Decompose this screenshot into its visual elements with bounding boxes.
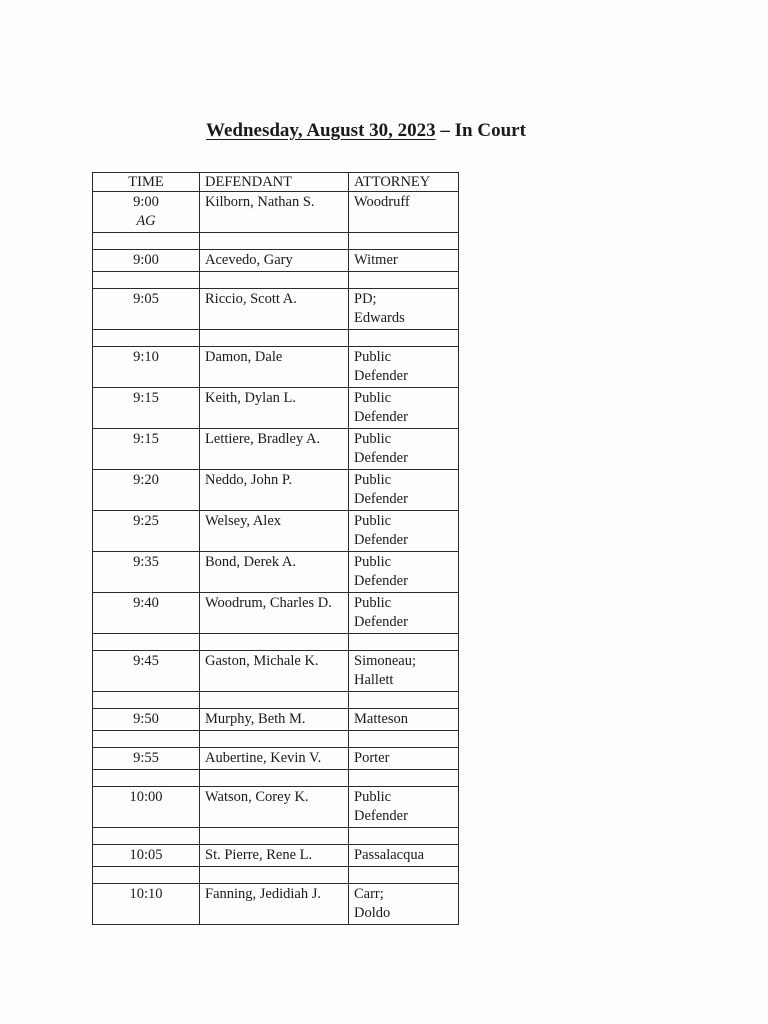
attorney-line: Public <box>354 789 392 805</box>
attorney-line: Woodruff <box>354 194 410 210</box>
column-header-defendant: DEFENDANT <box>200 173 349 192</box>
attorney-line-2: Defender <box>354 409 408 425</box>
defendant-cell: Lettiere, Bradley A. <box>200 429 349 470</box>
attorney-cell <box>349 593 459 634</box>
defendant-cell: Murphy, Beth M. <box>200 709 349 731</box>
time-cell: 9:45 <box>93 651 200 692</box>
attorney-line: Public <box>354 431 392 447</box>
attorney-cell <box>349 511 459 552</box>
attorney-cell <box>349 192 459 233</box>
defendant-cell: Aubertine, Kevin V. <box>200 748 349 770</box>
time-cell: 9:15 <box>93 388 200 429</box>
time-cell: 9:25 <box>93 511 200 552</box>
defendant-cell: St. Pierre, Rene L. <box>200 845 349 867</box>
attorney-line: PD; <box>354 291 377 307</box>
time-cell: 10:10 <box>93 884 200 925</box>
table-row <box>93 289 459 330</box>
time-cell: 9:55 <box>93 748 200 770</box>
attorney-cell <box>349 289 459 330</box>
table-header-row <box>93 173 459 192</box>
time-cell: 9:10 <box>93 347 200 388</box>
attorney-line: Public <box>354 595 392 611</box>
table-row <box>93 593 459 634</box>
time-cell: 9:40 <box>93 593 200 634</box>
table-row <box>93 845 459 867</box>
attorney-line: Simoneau; <box>354 653 417 669</box>
defendant-cell: Neddo, John P. <box>200 470 349 511</box>
attorney-cell <box>349 884 459 925</box>
attorney-line-2: Defender <box>354 491 408 507</box>
time-note: AG <box>136 213 156 229</box>
defendant-cell: Riccio, Scott A. <box>200 289 349 330</box>
attorney-line-2: Defender <box>354 368 408 384</box>
column-header-time: TIME <box>93 173 200 192</box>
table-row <box>93 748 459 770</box>
spacer-row <box>93 867 459 884</box>
defendant-cell: Fanning, Jedidiah J. <box>200 884 349 925</box>
attorney-cell: Porter <box>349 748 459 770</box>
attorney-cell: Passalacqua <box>349 845 459 867</box>
attorney-line: Carr; <box>354 886 384 902</box>
time-cell: 9:20 <box>93 470 200 511</box>
spacer-row <box>93 272 459 289</box>
time-cell: 9:05 <box>93 289 200 330</box>
attorney-line: Public <box>354 349 392 365</box>
table-row <box>93 347 459 388</box>
spacer-row <box>93 731 459 748</box>
attorney-cell <box>349 651 459 692</box>
spacer-row <box>93 330 459 347</box>
defendant-cell: Kilborn, Nathan S. <box>200 192 349 233</box>
time-cell: 9:50 <box>93 709 200 731</box>
table-row <box>93 511 459 552</box>
attorney-line: Public <box>354 513 392 529</box>
table-row <box>93 429 459 470</box>
court-schedule-table <box>92 172 459 925</box>
time-cell: 10:00 <box>93 787 200 828</box>
defendant-cell: Damon, Dale <box>200 347 349 388</box>
attorney-cell <box>349 470 459 511</box>
time-cell: 9:35 <box>93 552 200 593</box>
attorney-line-2: Doldo <box>354 905 391 921</box>
defendant-cell: Woodrum, Charles D. <box>200 593 349 634</box>
defendant-cell: Keith, Dylan L. <box>200 388 349 429</box>
attorney-cell <box>349 347 459 388</box>
time-cell: 10:05 <box>93 845 200 867</box>
attorney-line: Public <box>354 472 392 488</box>
table-row <box>93 709 459 731</box>
table-row <box>93 884 459 925</box>
attorney-cell <box>349 787 459 828</box>
spacer-row <box>93 828 459 845</box>
table-row <box>93 552 459 593</box>
attorney-cell <box>349 429 459 470</box>
time-cell: 9:00 <box>93 250 200 272</box>
attorney-line-2: Defender <box>354 573 408 589</box>
attorney-line: Public <box>354 554 392 570</box>
page-title <box>206 120 526 142</box>
time-value: 9:00 <box>133 194 159 210</box>
attorney-line-2: Hallett <box>354 672 394 688</box>
attorney-line-2: Defender <box>354 808 408 824</box>
table-row <box>93 388 459 429</box>
attorney-line-2: Defender <box>354 532 408 548</box>
time-cell: 9:15 <box>93 429 200 470</box>
table-row <box>93 651 459 692</box>
defendant-cell: Welsey, Alex <box>200 511 349 552</box>
attorney-line-2: Edwards <box>354 310 405 326</box>
title-suffix: – In Court <box>435 120 526 141</box>
table-row <box>93 470 459 511</box>
attorney-cell <box>349 388 459 429</box>
time-cell <box>93 192 200 233</box>
attorney-cell <box>349 552 459 593</box>
title-date: Wednesday, August 30, 2023 <box>206 120 436 141</box>
attorney-cell: Witmer <box>349 250 459 272</box>
spacer-row <box>93 233 459 250</box>
spacer-row <box>93 634 459 651</box>
defendant-cell: Acevedo, Gary <box>200 250 349 272</box>
table-row <box>93 192 459 233</box>
attorney-line-2: Defender <box>354 614 408 630</box>
spacer-row <box>93 770 459 787</box>
column-header-attorney: ATTORNEY <box>349 173 459 192</box>
table-row <box>93 787 459 828</box>
spacer-row <box>93 692 459 709</box>
defendant-cell: Gaston, Michale K. <box>200 651 349 692</box>
defendant-cell: Bond, Derek A. <box>200 552 349 593</box>
defendant-cell: Watson, Corey K. <box>200 787 349 828</box>
table-row <box>93 250 459 272</box>
attorney-cell: Matteson <box>349 709 459 731</box>
attorney-line-2: Defender <box>354 450 408 466</box>
attorney-line: Public <box>354 390 392 406</box>
